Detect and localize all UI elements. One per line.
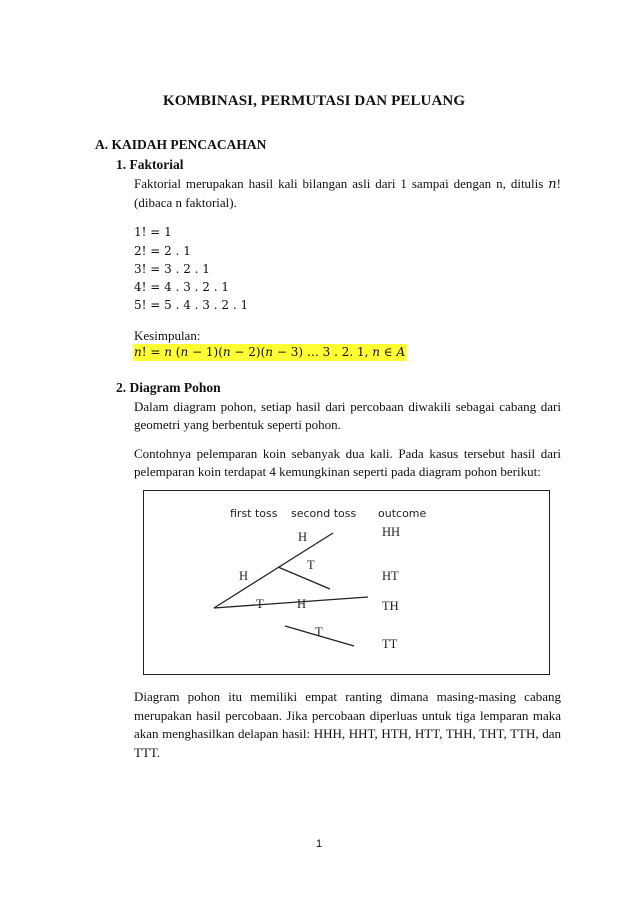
outcome-tt: TT bbox=[382, 637, 398, 651]
node-second-t-lower: T bbox=[315, 625, 323, 639]
faktorial-example: 3! = 3 . 2 . 1 bbox=[134, 262, 210, 276]
subsection-heading-faktorial: 1. Faktorial bbox=[116, 157, 184, 172]
faktorial-description-line-2: (dibaca n faktorial). bbox=[134, 195, 237, 210]
outcome-hh: HH bbox=[382, 525, 401, 539]
node-first-h: H bbox=[239, 569, 249, 583]
subsection-heading-diagram-pohon: 2. Diagram Pohon bbox=[116, 380, 221, 395]
node-second-h-lower: H bbox=[297, 597, 307, 611]
diagram-paragraph-2-line-2: pelemparan koin terdapat 4 kemungkinan seperti pada diagram pohon berikut: bbox=[134, 464, 541, 479]
faktorial-example: 4! = 4 . 3 . 2 . 1 bbox=[134, 280, 230, 294]
branch-second-t-upper bbox=[278, 567, 330, 589]
faktorial-example: 5! = 5 . 4 . 3 . 2 . 1 bbox=[134, 298, 249, 312]
branch-first-h bbox=[214, 533, 333, 608]
column-label-outcome: outcome bbox=[378, 507, 427, 520]
page-title: KOMBINASI, PERMUTASI DAN PELUANG bbox=[163, 93, 466, 109]
node-second-h-upper: H bbox=[298, 530, 308, 544]
diagram-paragraph-3-line-3: akan menghasilkan delapan hasil: HHH, HHT, HTH, HTT, THH, THT, TTH, dan bbox=[134, 726, 561, 741]
diagram-paragraph-3-line-4: TTT. bbox=[134, 745, 161, 760]
diagram-paragraph-2-line-1: Contohnya pelemparan koin sebanyak dua kali. Pada kasus tersebut hasil dari bbox=[134, 446, 561, 461]
diagram-paragraph-1-line-2: geometri yang berbentuk seperti pohon. bbox=[134, 417, 341, 432]
tree-diagram-figure bbox=[143, 490, 550, 675]
outcome-ht: HT bbox=[382, 569, 399, 583]
branch-first-t bbox=[214, 597, 368, 608]
column-label-first-toss: first toss bbox=[230, 507, 278, 520]
column-label-second-toss: second toss bbox=[291, 507, 357, 520]
faktorial-formula-highlighted: 𝑛! = 𝑛 (𝑛 − 1)(𝑛 − 2)(𝑛 − 3) … 3 . 2. 1, 𝑛 ∈ 𝐴 bbox=[134, 345, 406, 359]
faktorial-example: 2! = 2 . 1 bbox=[134, 244, 191, 258]
section-heading-a: A. KAIDAH PENCACAHAN bbox=[95, 137, 267, 152]
kesimpulan-label: Kesimpulan: bbox=[134, 328, 201, 343]
node-first-t: T bbox=[256, 597, 264, 611]
node-second-t-upper: T bbox=[307, 558, 315, 572]
diagram-paragraph-3-line-2: merupakan hasil percobaan. Jika percobaan diperluas untuk tiga lemparan maka bbox=[134, 708, 561, 723]
outcome-th: TH bbox=[382, 599, 399, 613]
diagram-paragraph-1-line-1: Dalam diagram pohon, setiap hasil dari percobaan diwakili sebagai cabang dari bbox=[134, 399, 561, 414]
page-number: 1 bbox=[316, 838, 323, 850]
faktorial-example: 1! = 1 bbox=[134, 225, 172, 239]
faktorial-description-line-1: Faktorial merupakan hasil kali bilangan asli dari 1 sampai dengan n, ditulis 𝑛! bbox=[134, 176, 561, 191]
diagram-paragraph-3-line-1: Diagram pohon itu memiliki empat ranting dimana masing-masing cabang bbox=[134, 689, 561, 704]
